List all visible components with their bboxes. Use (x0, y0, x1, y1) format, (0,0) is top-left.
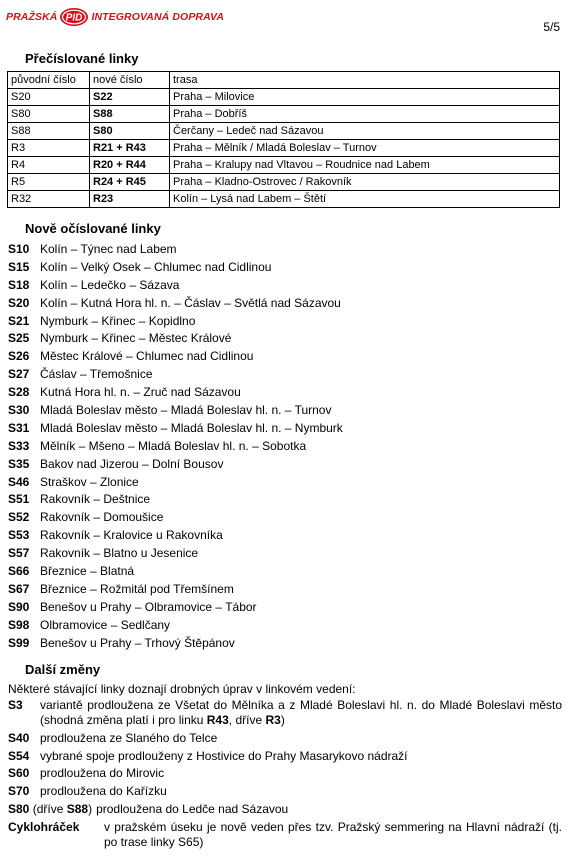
change-code: S3 (8, 698, 23, 712)
old-number: S20 (8, 89, 90, 106)
list-item (8, 634, 564, 652)
new-number: S88 (90, 106, 170, 123)
list-item (8, 294, 564, 312)
change-text-part: , dříve (228, 713, 266, 727)
change-code: S54 (8, 748, 30, 763)
change-item-s70 (8, 784, 562, 799)
change-code: S70 (8, 784, 30, 799)
page-header (6, 6, 562, 34)
route: Praha – Mělník / Mladá Boleslav – Turnov (170, 140, 560, 157)
col-old-number: původní číslo (8, 72, 90, 89)
route: Praha – Dobříš (170, 106, 560, 123)
list-item (8, 562, 564, 580)
list-item (8, 383, 564, 401)
pid-badge-icon (59, 7, 89, 27)
list-item (8, 312, 564, 330)
other-changes-title: Další změny (25, 662, 101, 677)
line-code: S90 (8, 599, 30, 614)
line-code: S66 (8, 563, 30, 578)
list-item (8, 437, 564, 455)
change-code: S40 (8, 730, 30, 745)
change-item-s80 (8, 802, 562, 817)
line-code: S10 (8, 241, 30, 256)
pid-badge-text: PID (66, 12, 83, 24)
other-changes-list (8, 681, 562, 853)
change-text (40, 698, 562, 728)
line-code: S53 (8, 528, 30, 543)
pid-logo (6, 6, 224, 28)
change-code: S60 (8, 766, 30, 781)
line-route: Březnice – Rožmitál pod Třemšínem (40, 581, 234, 596)
line-code: S67 (8, 581, 30, 596)
new-number: R23 (90, 191, 170, 208)
line-route: Mladá Boleslav město – Mladá Boleslav hl. n. – Nymburk (40, 420, 343, 435)
change-text-part: ) (280, 713, 285, 727)
renumbered-lines-title: Přečíslované linky (25, 51, 139, 66)
table-row (8, 106, 560, 123)
line-route: Mělník – Mšeno – Mladá Boleslav hl. n. – Sobotka (40, 438, 307, 453)
change-text: prodloužena do Ledče nad Sázavou (96, 801, 289, 816)
list-item (8, 347, 564, 365)
new-lines-list (8, 240, 564, 651)
list-item (8, 401, 564, 419)
line-route: Kolín – Velký Osek – Chlumec nad Cidlinou (40, 259, 272, 274)
line-code: S26 (8, 349, 30, 364)
change-code-group (8, 802, 92, 817)
line-code: S15 (8, 259, 30, 274)
line-code: S18 (8, 277, 30, 292)
logo-text-right: INTEGROVANÁ DOPRAVA (91, 11, 225, 23)
new-number: S22 (90, 89, 170, 106)
line-route: Kutná Hora hl. n. – Zruč nad Sázavou (40, 385, 241, 400)
old-number: R32 (8, 191, 90, 208)
old-number: R3 (8, 140, 90, 157)
line-code: S31 (8, 420, 30, 435)
line-code: S46 (8, 474, 30, 489)
new-number: S80 (90, 123, 170, 140)
route: Praha – Kralupy nad Vltavou – Roudnice nad Labem (170, 157, 560, 174)
route: Praha – Kladno-Ostrovec / Rakovník (170, 174, 560, 191)
route: Kolín – Lysá nad Labem – Štětí (170, 191, 560, 208)
list-item (8, 329, 564, 347)
line-code: S25 (8, 331, 30, 346)
list-item (8, 598, 564, 616)
table-header-row (8, 72, 560, 89)
table-row (8, 157, 560, 174)
list-item (8, 258, 564, 276)
line-route: Kolín – Ledečko – Sázava (40, 277, 180, 292)
line-route: Nymburk – Křinec – Kopidlno (40, 313, 196, 328)
list-item (8, 276, 564, 294)
change-text: prodloužena do Mirovic (40, 766, 165, 781)
change-code: S80 (8, 801, 30, 816)
new-number: R20 + R44 (90, 157, 170, 174)
line-route: Benešov u Prahy – Olbramovice – Tábor (40, 599, 257, 614)
change-text: vybrané spoje prodlouženy z Hostivice do Prahy Masarykovo nádraží (40, 748, 408, 763)
line-code: S57 (8, 546, 30, 561)
change-text-part: variantě prodloužena ze Všetat do Mělníka a z Mladé Boleslavi hl. n. do Mladé Boleslavi město (shodná změna platí i pro linku (40, 698, 562, 727)
list-item (8, 616, 564, 634)
line-route: Rakovník – Domoušice (40, 510, 164, 525)
line-code: S20 (8, 295, 30, 310)
former-code: S88 (66, 801, 89, 816)
line-route: Březnice – Blatná (40, 563, 135, 578)
line-route: Nymburk – Křinec – Městec Králové (40, 331, 232, 346)
list-item (8, 240, 564, 258)
list-item (8, 526, 564, 544)
line-code: S27 (8, 367, 30, 382)
old-number: S80 (8, 106, 90, 123)
line-route: Kolín – Kutná Hora hl. n. – Čáslav – Světlá nad Sázavou (40, 295, 341, 310)
line-route: Bakov nad Jizerou – Dolní Bousov (40, 456, 224, 471)
line-route: Rakovník – Kralovice u Rakovníka (40, 528, 223, 543)
change-text: v pražském úseku je nově veden přes tzv. Pražský semmering na Hlavní nádraží (tj. po trase linky S65) (104, 819, 562, 849)
list-item (8, 419, 564, 437)
line-code: S51 (8, 492, 30, 507)
list-item (8, 544, 564, 562)
line-code: S28 (8, 385, 30, 400)
line-route: Městec Králové – Chlumec nad Cidlinou (40, 349, 254, 364)
change-item-s60 (8, 766, 562, 781)
change-code: Cyklohráček (8, 819, 80, 834)
line-ref: R3 (265, 713, 281, 727)
change-text: prodloužena do Kařízku (40, 784, 167, 799)
list-item (8, 473, 564, 491)
renumbered-lines-table (7, 71, 560, 208)
new-number: R24 + R45 (90, 174, 170, 191)
line-route: Kolín – Týnec nad Labem (40, 241, 177, 256)
old-number: S88 (8, 123, 90, 140)
former-suffix: ) (88, 801, 93, 816)
list-item (8, 490, 564, 508)
line-code: S99 (8, 635, 30, 650)
change-item-s3 (8, 698, 562, 728)
table-row (8, 174, 560, 191)
col-route: trasa (170, 72, 560, 89)
line-route: Straškov – Zlonice (40, 474, 139, 489)
list-item (8, 580, 564, 598)
line-code: S35 (8, 456, 30, 471)
line-code: S21 (8, 313, 30, 328)
line-code: S98 (8, 617, 30, 632)
line-code: S52 (8, 510, 30, 525)
new-number: R21 + R43 (90, 140, 170, 157)
new-lines-title: Nově očíslované linky (25, 221, 161, 236)
line-code: S30 (8, 402, 30, 417)
line-ref: R43 (206, 713, 229, 727)
line-route: Rakovník – Blatno u Jesenice (40, 546, 199, 561)
route: Čerčany – Ledeč nad Sázavou (170, 123, 560, 140)
old-number: R4 (8, 157, 90, 174)
page-number: 5/5 (543, 20, 560, 34)
line-route: Mladá Boleslav město – Mladá Boleslav hl. n. – Turnov (40, 402, 332, 417)
line-route: Olbramovice – Sedlčany (40, 617, 171, 632)
change-text: prodloužena ze Slaného do Telce (40, 730, 218, 745)
table-row (8, 123, 560, 140)
list-item (8, 508, 564, 526)
former-prefix: (dříve (32, 801, 67, 816)
table-row (8, 191, 560, 208)
logo-text-left: PRAŽSKÁ (6, 11, 58, 23)
route: Praha – Milovice (170, 89, 560, 106)
list-item (8, 365, 564, 383)
col-new-number: nové číslo (90, 72, 170, 89)
line-code: S33 (8, 438, 30, 453)
line-route: Rakovník – Deštnice (40, 492, 151, 507)
changes-intro: Některé stávající linky doznají drobných úprav v linkovém vedení: (8, 682, 356, 696)
table-row (8, 89, 560, 106)
list-item (8, 455, 564, 473)
change-item-cyklohracek (8, 820, 562, 850)
old-number: R5 (8, 174, 90, 191)
table-row (8, 140, 560, 157)
change-item-s40 (8, 731, 562, 746)
line-route: Čáslav – Třemošnice (40, 367, 153, 382)
line-route: Benešov u Prahy – Trhový Štěpánov (40, 635, 235, 650)
change-item-s54 (8, 749, 562, 764)
